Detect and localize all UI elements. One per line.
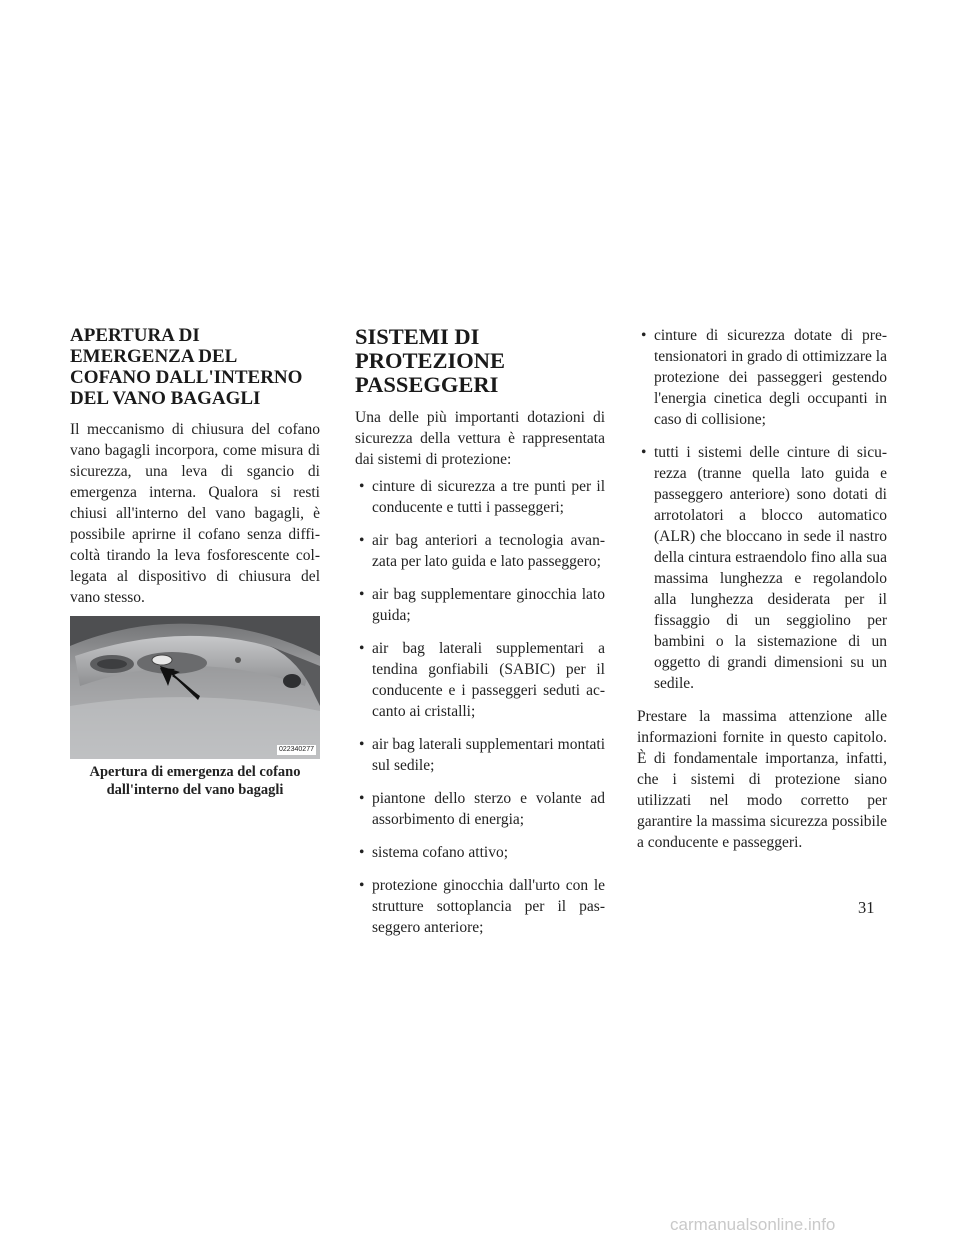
figure-caption	[70, 763, 320, 799]
bullet-icon: •	[359, 640, 365, 657]
list-item-text: protezione ginocchia dall'urto con le strutture sottoplancia per il passeggero anteriore;	[372, 877, 605, 936]
list-item-text: tutti i sistemi delle cinture di sicurezza (tranne quella lato guida e passeggero anteriore) sono dotati di arrotolatori a blocco automatico (ALR) che bloccano in sede il nastro della cintura estraendolo fino alla sua massima lunghezza e regolandolo alla lunghezza desiderata per il fissaggio di un seggiolino per bambini o la sistemazione di un oggetto di grandi dimensioni su un sedile.	[654, 444, 887, 692]
section-heading-occupant-restraints	[355, 325, 605, 397]
list-item	[355, 842, 605, 863]
restraint-list-continued	[637, 325, 887, 694]
column-2	[355, 325, 605, 950]
figure-code: 022340277	[278, 746, 314, 753]
list-item	[637, 325, 887, 430]
column-3	[637, 325, 887, 853]
list-item-text: air bag anteriori a tecnologia avanzata per lato guida e lato passeggero;	[372, 532, 605, 570]
list-item-text: air bag laterali supplementari a tendina gonfiabili (SABIC) per il conducente e i passeggeri seduti accanto ai cristalli;	[372, 640, 605, 720]
list-item	[355, 788, 605, 830]
list-item-text: cinture di sicurezza a tre punti per il conducente e tutti i passeggeri;	[372, 478, 605, 516]
heading-line: DEL VANO BAGAGLI	[70, 388, 261, 409]
list-item-text: piantone dello sterzo e volante ad assorbimento di energia;	[372, 790, 605, 828]
list-item	[355, 734, 605, 776]
column-1	[70, 325, 320, 799]
bullet-icon: •	[359, 790, 365, 807]
bullet-icon: •	[359, 586, 365, 603]
bullet-icon: •	[359, 532, 365, 549]
trunk-release-figure	[70, 616, 320, 759]
heading-line: PROTEZIONE	[355, 348, 506, 373]
trunk-interior-illustration	[70, 616, 320, 759]
bullet-icon: •	[641, 444, 647, 461]
caption-line: dall'interno del vano bagagli	[106, 782, 284, 798]
list-item	[355, 638, 605, 722]
bullet-icon: •	[359, 736, 365, 753]
caption-line: Apertura di emergenza del cofano	[89, 764, 301, 780]
list-item	[355, 476, 605, 518]
heading-line: EMERGENZA DEL	[70, 346, 238, 367]
list-item	[355, 584, 605, 626]
bullet-icon: •	[641, 327, 647, 344]
restraint-list	[355, 476, 605, 938]
list-item	[355, 530, 605, 572]
bullet-icon: •	[359, 478, 365, 495]
heading-line: COFANO DALL'INTERNO	[70, 367, 303, 388]
paragraph-restraints-intro: Una delle più importanti dotazioni di sicurezza della vettura è rappresentata dai sistemi di protezione:	[355, 409, 605, 468]
section-heading-emergency-trunk	[70, 325, 320, 409]
heading-line: APERTURA DI	[70, 325, 200, 346]
list-item	[637, 442, 887, 694]
heading-line: PASSEGGERI	[355, 372, 499, 397]
watermark: carmanualsonline.info	[670, 1215, 836, 1234]
paragraph-emergency-release: Il meccanismo di chiusura del cofano vano bagagli incorpora, come misura di sicurezza, una leva di sgancio di emergenza interna. Qualora si resti chiusi all'interno del vano bagagli, è possibile aprirne il cofano senza difficoltà tirando la leva fosforescente collegata al dispositivo di chiusura del vano stesso.	[70, 421, 320, 606]
bullet-icon: •	[359, 877, 365, 894]
list-item	[355, 875, 605, 938]
list-item-text: sistema cofano attivo;	[372, 844, 509, 861]
list-item-text: air bag laterali supplementari montati sul sedile;	[372, 736, 605, 774]
bullet-icon: •	[359, 844, 365, 861]
heading-line: SISTEMI DI	[355, 324, 480, 349]
paragraph-attention: Prestare la massima attenzione alle informazioni fornite in questo capitolo. È di fondamentale importanza, infatti, che i sistemi di protezione siano utilizzati nel modo corretto per garantire la massima sicurezza possibile a conducente e passeggeri.	[637, 708, 887, 851]
list-item-text: air bag supplementare ginocchia lato guida;	[372, 586, 605, 624]
page-number: 31	[858, 898, 875, 917]
list-item-text: cinture di sicurezza dotate di pretensionatori in grado di ottimizzare la protezione dei passeggeri gestendo l'energia cinetica degli occupanti in caso di collisione;	[654, 327, 887, 428]
